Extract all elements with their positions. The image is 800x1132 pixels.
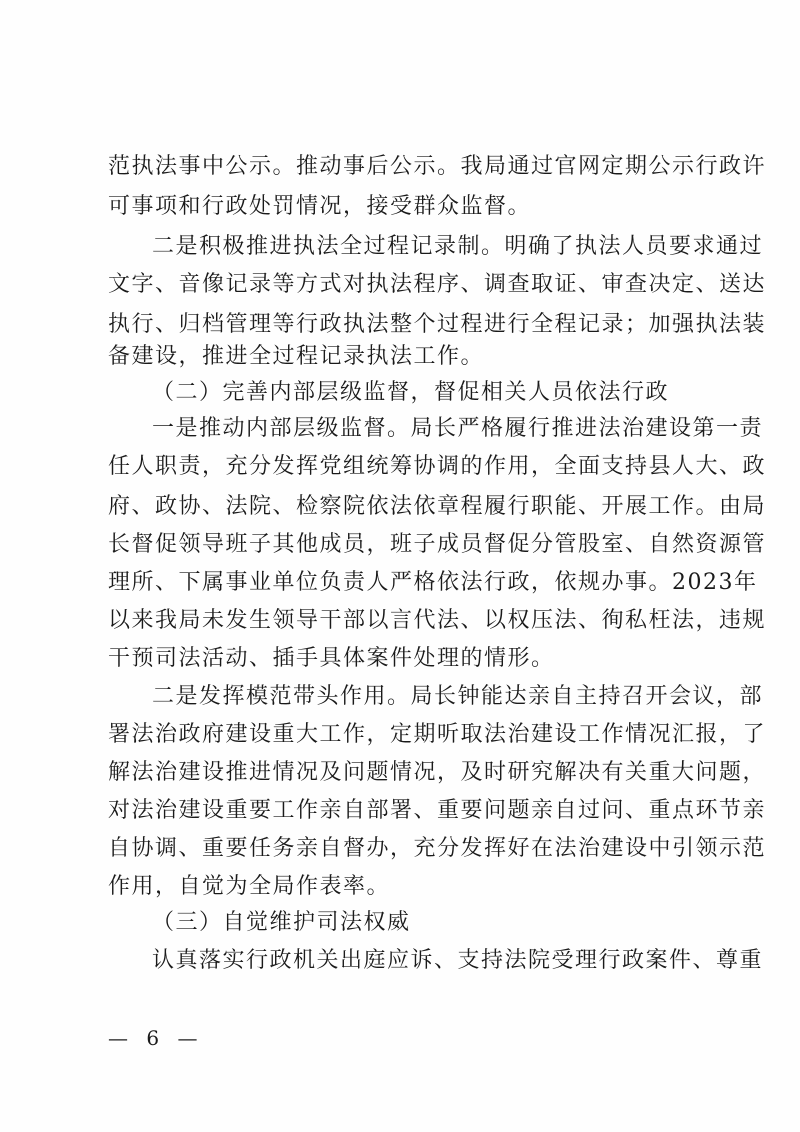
text-line: 执行、归档管理等行政执法整个过程进行全程记录；加强执法装 — [108, 312, 767, 337]
paragraph-start: 认真落实行政机关出庭应诉、支持法院受理行政案件、尊重 — [152, 948, 764, 973]
text-line: 自协调、重要任务亲自督办，充分发挥好在法治建设中引领示范 — [108, 836, 767, 861]
text-line: 可事项和行政处罚情况，接受群众监督。 — [108, 194, 532, 219]
text-line: 对法治建设重要工作亲自部署、重要问题亲自过问、重点环节亲 — [108, 798, 767, 823]
section-heading: （三）自觉维护司法权威 — [152, 910, 411, 935]
text-line: 作用，自觉为全局作表率。 — [108, 874, 391, 899]
text-line: 文字、音像记录等方式对执法程序、调查取证、审查决定、送达 — [108, 272, 767, 297]
paragraph-start: 二是发挥模范带头作用。局长钟能达亲自主持召开会议，部 — [152, 684, 764, 709]
paragraph-start: 一是推动内部层级监督。局长严格履行推进法治建设第一责 — [152, 416, 764, 441]
text-line: 解法治建设推进情况及问题情况，及时研究解决有关重大问题， — [108, 760, 767, 785]
text-line: 干预司法活动、插手具体案件处理的情形。 — [108, 646, 555, 671]
page-number: — 6 — — [108, 1026, 204, 1050]
text-line: 长督促领导班子其他成员，班子成员督促分管股室、自然资源管 — [108, 532, 767, 557]
paragraph-start: 二是积极推进执法全过程记录制。明确了执法人员要求通过 — [152, 234, 764, 259]
text-line: 署法治政府建设重大工作，定期听取法治建设工作情况汇报，了 — [108, 722, 767, 747]
section-heading: （二）完善内部层级监督，督促相关人员依法行政 — [152, 380, 670, 405]
text-line: 理所、下属事业单位负责人严格依法行政，依规办事。2023年 — [108, 570, 758, 595]
text-line: 府、政协、法院、检察院依法依章程履行职能、开展工作。由局 — [108, 494, 767, 519]
text-line: 备建设，推进全过程记录执法工作。 — [108, 344, 485, 369]
text-line: 任人职责，充分发挥党组统筹协调的作用，全面支持县人大、政 — [108, 454, 767, 479]
text-line: 范执法事中公示。推动事后公示。我局通过官网定期公示行政许 — [108, 154, 767, 179]
text-line: 以来我局未发生领导干部以言代法、以权压法、徇私枉法，违规 — [108, 608, 767, 633]
